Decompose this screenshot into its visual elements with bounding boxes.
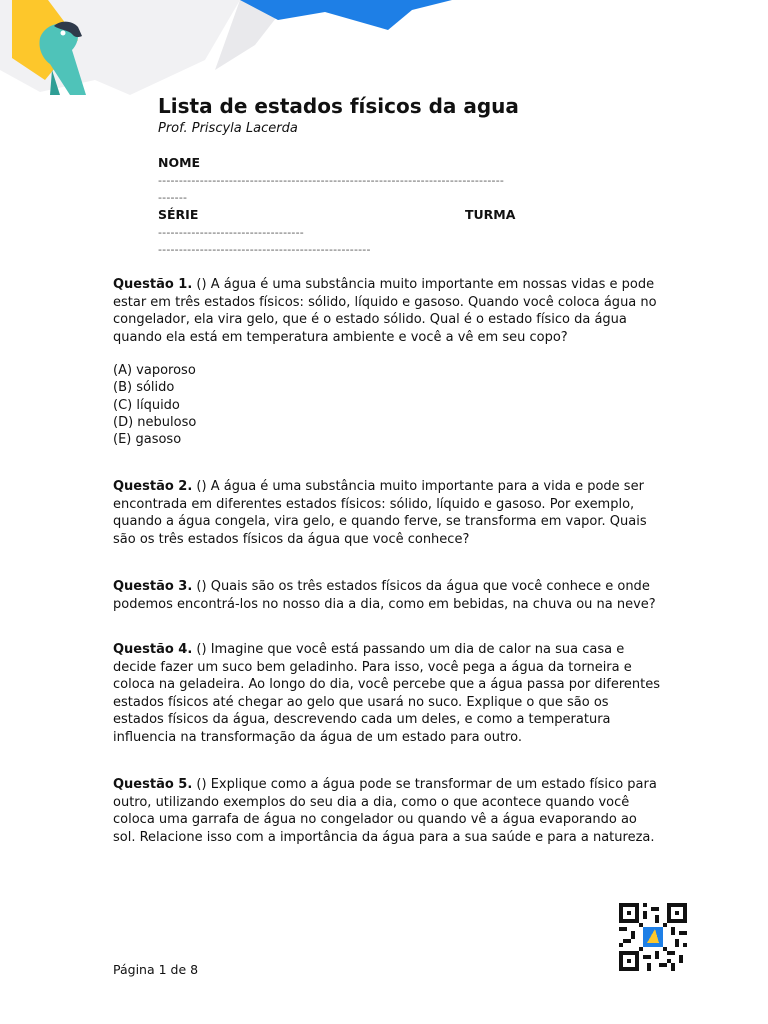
question-3 — [113, 578, 661, 613]
question-4-label: Questão 4. — [113, 642, 193, 657]
question-2-label: Questão 2. — [113, 479, 193, 494]
question-4 — [113, 641, 661, 746]
question-2-text: () A água é uma substância muito importante para a vida e pode ser encontrada em diferentes estados físicos: sólido, líquido e gasoso. Por exemplo, quando a água congela, vira gelo, e quando ferve, se transforma em vapor. Quais são os três estados físicos da água que você conhece? — [113, 479, 647, 547]
question-2 — [113, 478, 661, 548]
name-line[interactable]: ----------------------------------------------------------------------------------- — [158, 174, 505, 187]
option-a[interactable]: (A) vaporoso — [113, 363, 196, 378]
question-3-text: () Quais são os três estados físicos da água que você conhece e onde podemos encontrá-los no nosso dia a dia, como em bebidas, na chuva ou na neve? — [113, 579, 656, 612]
option-d[interactable]: (D) nebuloso — [113, 414, 197, 430]
option-e[interactable]: (E) gasoso — [113, 432, 182, 448]
question-3-label: Questão 3. — [113, 579, 193, 594]
turma-label: TURMA — [465, 207, 516, 222]
author-name: Prof. Priscyla Lacerda — [158, 121, 298, 136]
question-1-options — [113, 362, 196, 448]
option-b[interactable]: (B) sólido — [113, 380, 175, 396]
page-number: Página 1 de 8 — [113, 962, 199, 977]
serie-label: SÉRIE — [158, 207, 199, 222]
question-1 — [113, 276, 661, 346]
turma-line[interactable]: --------------------------------------------------- — [158, 243, 371, 256]
name-line-continued: ------- — [158, 191, 188, 204]
question-1-label: Questão 1. — [113, 277, 193, 292]
question-5-text: () Explique como a água pode se transformar de um estado físico para outro, utilizando exemplos do seu dia a dia, como o que acontece quando você coloca uma garrafa de água no congelador ou quando vê a água evaporando ao sol. Relacione isso com a importância da água para a sua saúde e para a natureza. — [113, 777, 657, 845]
question-4-text: () Imagine que você está passando um dia de calor na sua casa e decide fazer um suco bem geladinho. Para isso, você pega a água da torneira e coloca na geladeira. Ao longo do dia, você percebe que a água passa por diferentes estados físicos até chegar ao gelo que usará no suco. Explique o que são os estados físicos da água, descrevendo cada um deles, e como a temperatura influencia na transformação da água de um estado para outro. — [113, 642, 661, 745]
page-title: Lista de estados físicos da agua — [158, 94, 519, 118]
serie-line[interactable]: ----------------------------------- — [158, 226, 304, 239]
question-5-label: Questão 5. — [113, 777, 193, 792]
question-5 — [113, 776, 661, 846]
qr-code-icon[interactable] — [619, 903, 687, 971]
option-c[interactable]: (C) líquido — [113, 397, 180, 413]
question-1-text: () A água é uma substância muito importante em nossas vidas e pode estar em três estados físicos: sólido, líquido e gasoso. Quando você coloca água no congelador, ela vira gelo, que é o estado sólido. Qual é o estado físico da água quando ela está em temperatura ambiente e você a vê em seu copo? — [113, 277, 657, 345]
name-label: NOME — [158, 155, 201, 170]
